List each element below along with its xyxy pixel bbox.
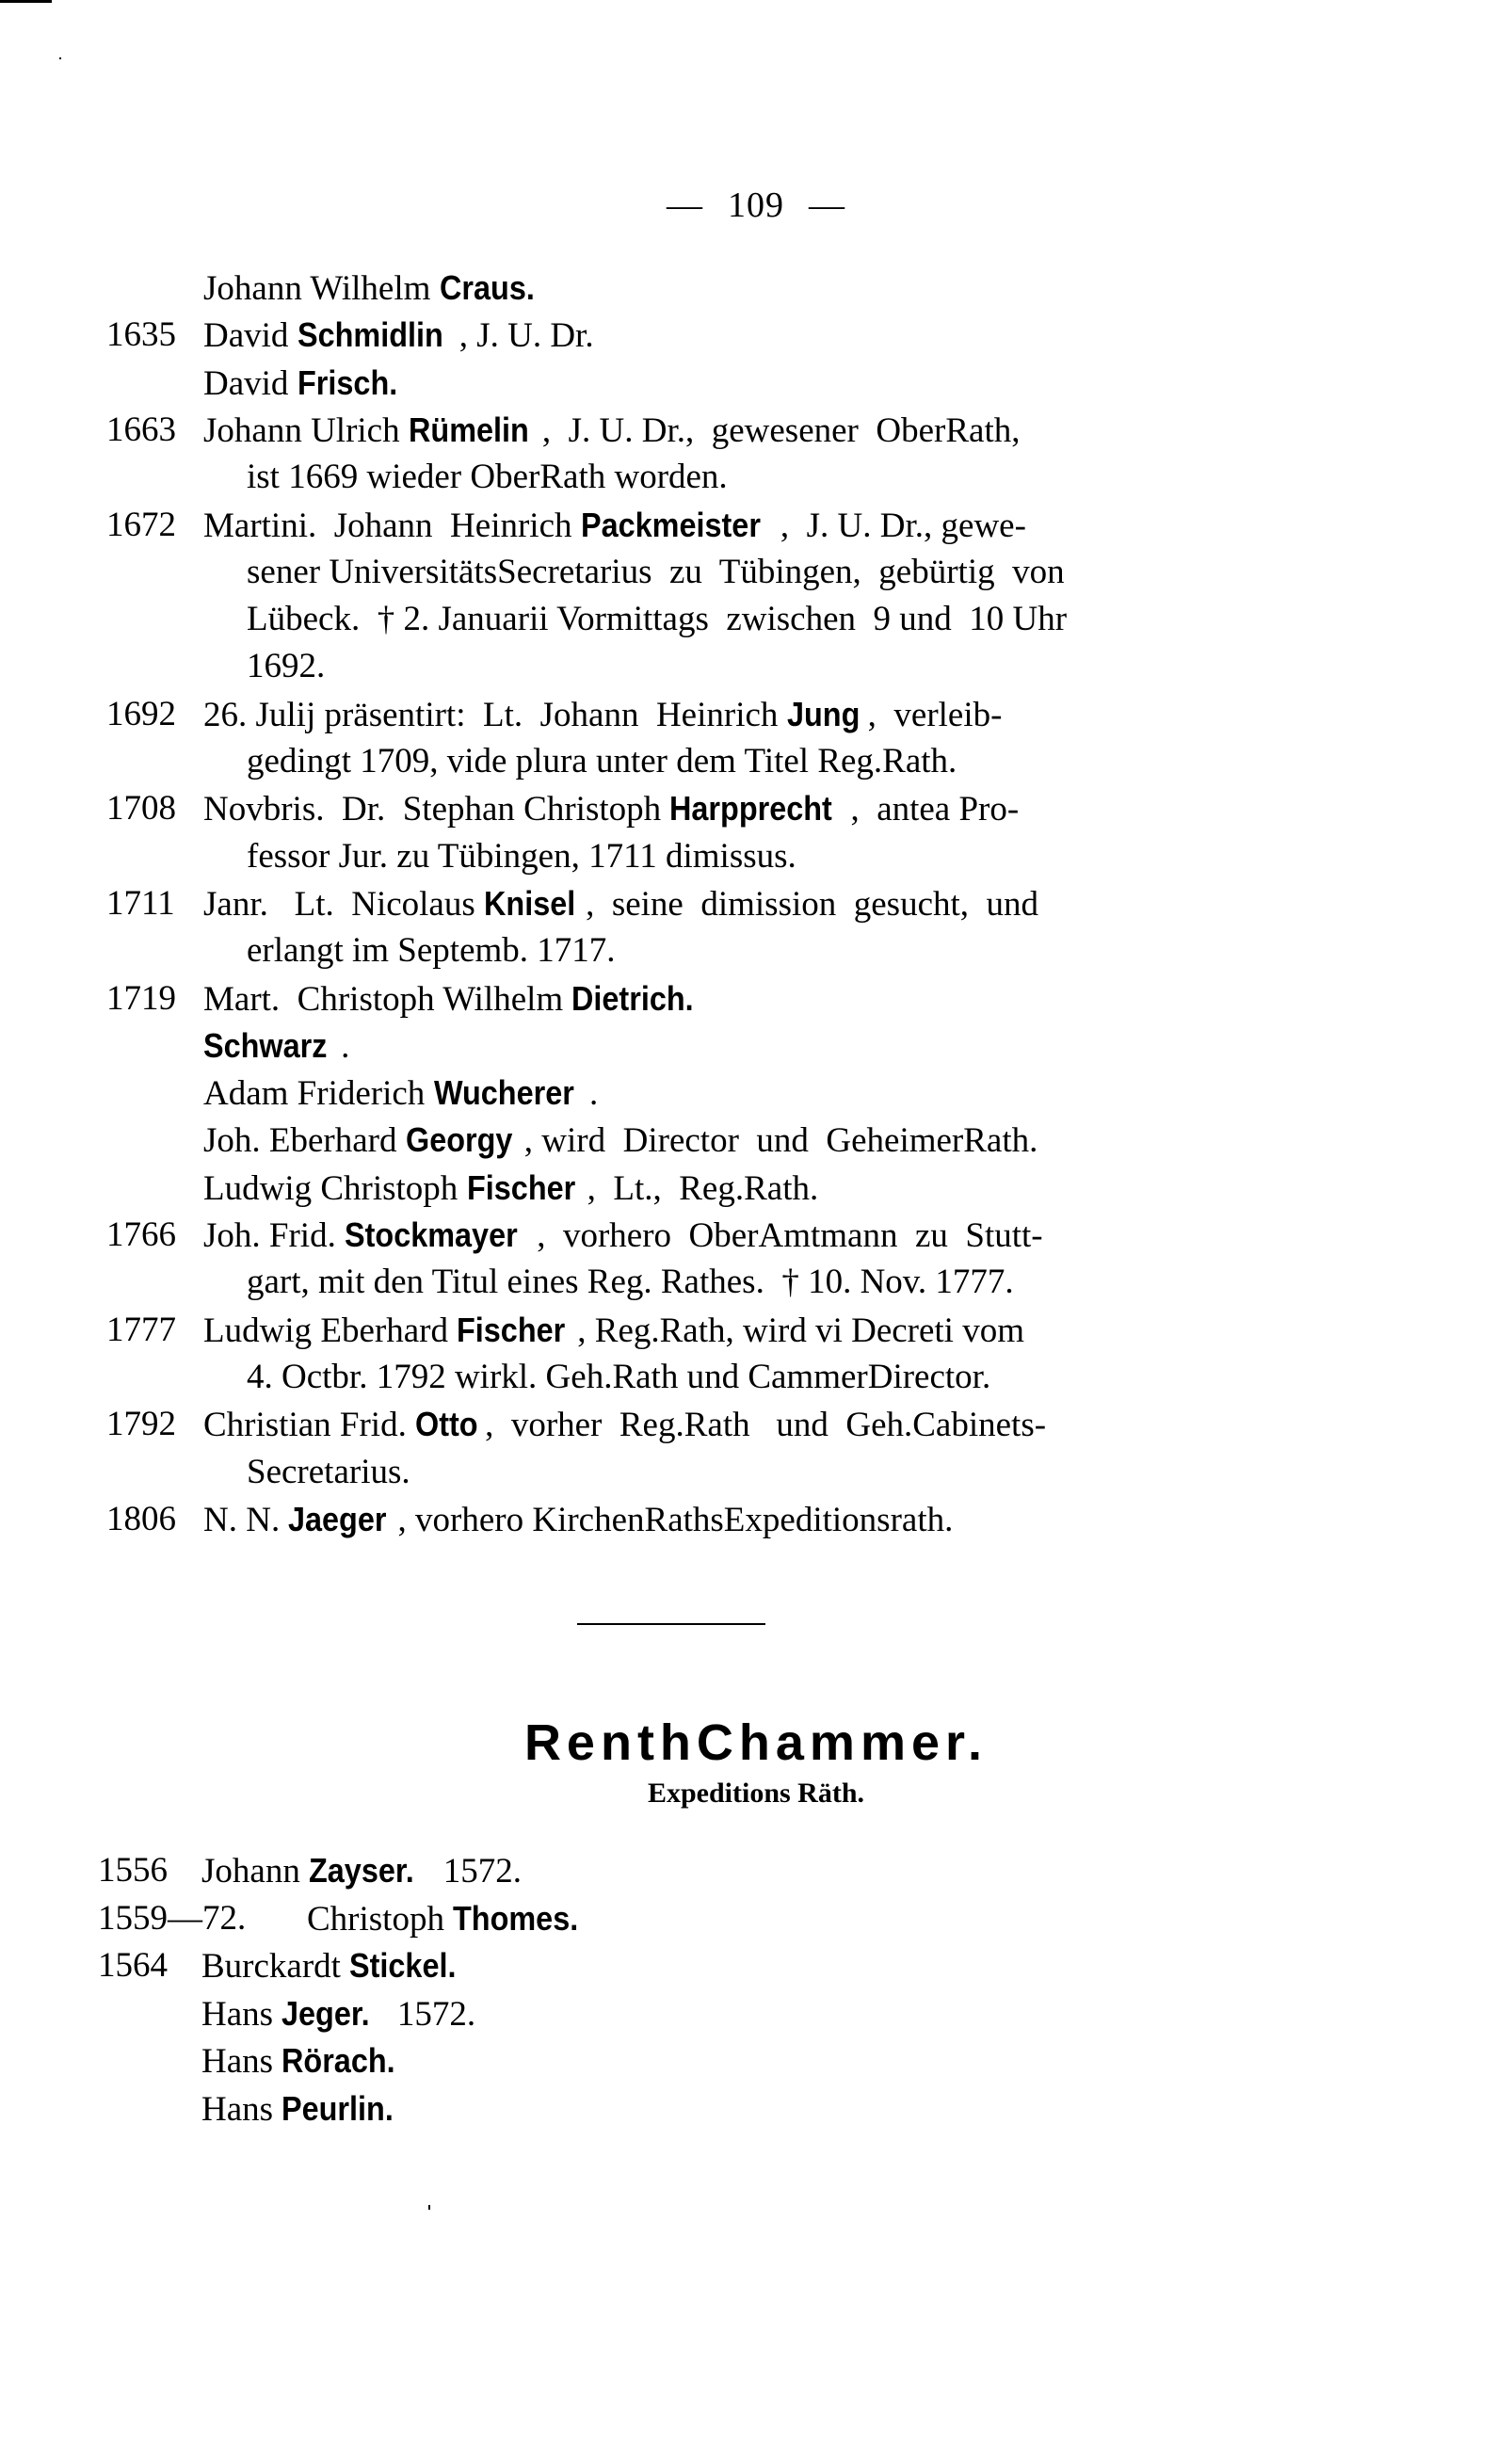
section-entry-row xyxy=(98,1849,522,1892)
entry-detail: , vorher Reg.Rath und Geh.Cabinets- xyxy=(485,1406,1047,1445)
entry-detail: , Lt., Reg.Rath. xyxy=(587,1168,819,1208)
entry-surname: Dietrich. xyxy=(571,978,695,1018)
entry-year: 1663 xyxy=(106,410,176,449)
entry-continuation: gart, mit den Titul eines Reg. Rathes. † 10. Nov. 1777. xyxy=(247,1263,1014,1302)
entry-given-names: Janr. Lt. Nicolaus xyxy=(203,884,485,924)
entry-continuation: gedingt 1709, vide plura unter dem Titel Reg.Rath. xyxy=(247,742,957,780)
entry-detail: , vorhero KirchenRathsExpeditionsrath. xyxy=(397,1500,954,1539)
section-entry-row xyxy=(98,1944,457,1987)
entry-year: 1792 xyxy=(106,1405,176,1444)
entry-surname: Craus. xyxy=(439,268,535,307)
entry-surname: Knisel xyxy=(484,883,576,923)
entry-given-names: Novbris. Dr. Stephan Christoph xyxy=(203,790,670,829)
entry-detail: , J. U. Dr. xyxy=(458,316,594,356)
entry-year: 1556 xyxy=(98,1851,168,1890)
entry-detail: . xyxy=(341,1026,350,1066)
entry-given-names: Joh. Eberhard xyxy=(203,1121,406,1161)
entry-year: 1806 xyxy=(106,1499,176,1538)
entry-detail: 1572. xyxy=(379,1994,476,2034)
entry-given-names: Joh. Frid. xyxy=(203,1216,346,1255)
entry-given-names: Martini. Johann Heinrich xyxy=(203,506,581,545)
entry-given-names: N. N. xyxy=(203,1500,289,1539)
entry-surname: Wucherer xyxy=(433,1073,574,1113)
scan-corner-mark xyxy=(0,0,52,3)
entry-surname: Harpprecht xyxy=(669,789,833,829)
entry-given-names: Christian Frid. xyxy=(203,1406,416,1445)
entry-year: 1766 xyxy=(106,1215,176,1254)
entry-given-names: Johann Ulrich xyxy=(203,410,409,450)
entry-detail: , seine dimission gesucht, und xyxy=(586,884,1039,924)
page-number xyxy=(0,185,1512,226)
entry-year: 1635 xyxy=(106,315,176,355)
entry-given-names: Adam Friderich xyxy=(203,1074,434,1114)
entry-surname: Stockmayer xyxy=(345,1215,518,1254)
entry-surname: Zayser. xyxy=(309,1851,414,1890)
entry-detail: , vorhero OberAmtmann zu Stutt- xyxy=(537,1216,1043,1255)
entry-continuation: ist 1669 wieder OberRath worden. xyxy=(247,458,728,497)
section-entry-row xyxy=(98,1897,579,1940)
entry-given-names: David xyxy=(203,316,298,356)
entry-continuation: Lübeck. † 2. Januarii Vormittags zwischen 9 und 10 Uhr xyxy=(247,600,1068,639)
section-divider xyxy=(577,1623,765,1625)
entry-detail: , J. U. Dr., gewesener OberRath, xyxy=(541,410,1021,450)
entry-detail: , verleib- xyxy=(867,695,1003,734)
entry-detail: . xyxy=(588,1074,599,1114)
entry-given-names: Christoph xyxy=(307,1899,454,1939)
entry-surname: Rörach. xyxy=(281,2041,395,2080)
entry-surname: Schmidlin xyxy=(297,315,443,355)
entry-given-names: Johann Wilhelm xyxy=(203,269,440,308)
entry-year: 1708 xyxy=(106,789,176,829)
entry-given-names: Hans xyxy=(201,1994,282,2034)
entry-continuation: fessor Jur. zu Tübingen, 1711 dimissus. xyxy=(247,836,796,876)
entry-surname: Fischer xyxy=(466,1167,575,1207)
entry-year: 1711 xyxy=(106,883,175,923)
entry-surname: Georgy xyxy=(405,1120,513,1160)
entry-continuation: 1692. xyxy=(247,647,326,686)
entry-year: 1564 xyxy=(98,1946,168,1985)
entry-surname: Peurlin. xyxy=(281,2088,394,2128)
entry-given-names: Hans xyxy=(201,2042,282,2081)
entry-surname: Thomes. xyxy=(453,1898,579,1938)
entry-surname: Schwarz xyxy=(203,1025,328,1065)
section-title: RenthChammer. xyxy=(523,1714,989,1771)
entry-given-names: Burckardt xyxy=(201,1947,350,1986)
entry-detail: , J. U. Dr., gewe- xyxy=(780,506,1026,545)
entry-year: 1719 xyxy=(106,978,176,1018)
page-number-value: 109 xyxy=(728,185,784,225)
entry-detail: , antea Pro- xyxy=(850,790,1020,829)
entry-surname: Stickel. xyxy=(349,1946,457,1985)
entry-surname: Jaeger xyxy=(288,1499,387,1538)
page-number-dash-left: — xyxy=(667,185,703,225)
entry-year: 1559—72. xyxy=(98,1898,247,1938)
entry-continuation: Secretarius. xyxy=(247,1452,410,1491)
entry-surname: Fischer xyxy=(457,1310,566,1349)
entry-year: 1692 xyxy=(106,694,176,733)
entry-surname: Jung xyxy=(786,694,861,733)
entry-continuation: sener UniversitätsSecretarius zu Tübingen, gebürtig von xyxy=(247,552,1065,591)
entry-year: 1777 xyxy=(106,1310,176,1349)
entry-year: 1672 xyxy=(106,505,176,544)
entry-given-names: Hans xyxy=(201,2089,282,2129)
entry-surname: Jeger. xyxy=(281,1993,370,2033)
entry-surname: Packmeister xyxy=(580,505,761,544)
entry-detail: 1572. xyxy=(426,1852,522,1891)
entry-surname: Rümelin xyxy=(408,410,529,449)
scan-speck xyxy=(428,2205,430,2210)
entry-given-names: Ludwig Eberhard xyxy=(203,1311,458,1350)
entry-continuation: erlangt im Septemb. 1717. xyxy=(247,931,616,971)
entry-detail: , Reg.Rath, wird vi Decreti vom xyxy=(577,1311,1024,1350)
page-number-dash-right: — xyxy=(809,185,845,225)
section-subtitle: Expeditions Räth. xyxy=(647,1778,865,1809)
scan-speck xyxy=(59,57,61,59)
entry-detail: , wird Director und GeheimerRath. xyxy=(523,1121,1038,1161)
entry-given-names: Ludwig Christoph xyxy=(203,1168,467,1208)
entry-surname: Otto xyxy=(415,1405,478,1444)
entry-given-names: Mart. Christoph Wilhelm xyxy=(203,979,572,1019)
entry-continuation: 4. Octbr. 1792 wirkl. Geh.Rath und CammerDirector. xyxy=(247,1357,991,1396)
entry-given-names: David xyxy=(203,363,298,403)
entry-given-names: Johann xyxy=(201,1852,310,1891)
entry-surname: Frisch. xyxy=(297,362,397,402)
entry-given-names: 26. Julij präsentirt: Lt. Johann Heinrich xyxy=(203,695,787,734)
